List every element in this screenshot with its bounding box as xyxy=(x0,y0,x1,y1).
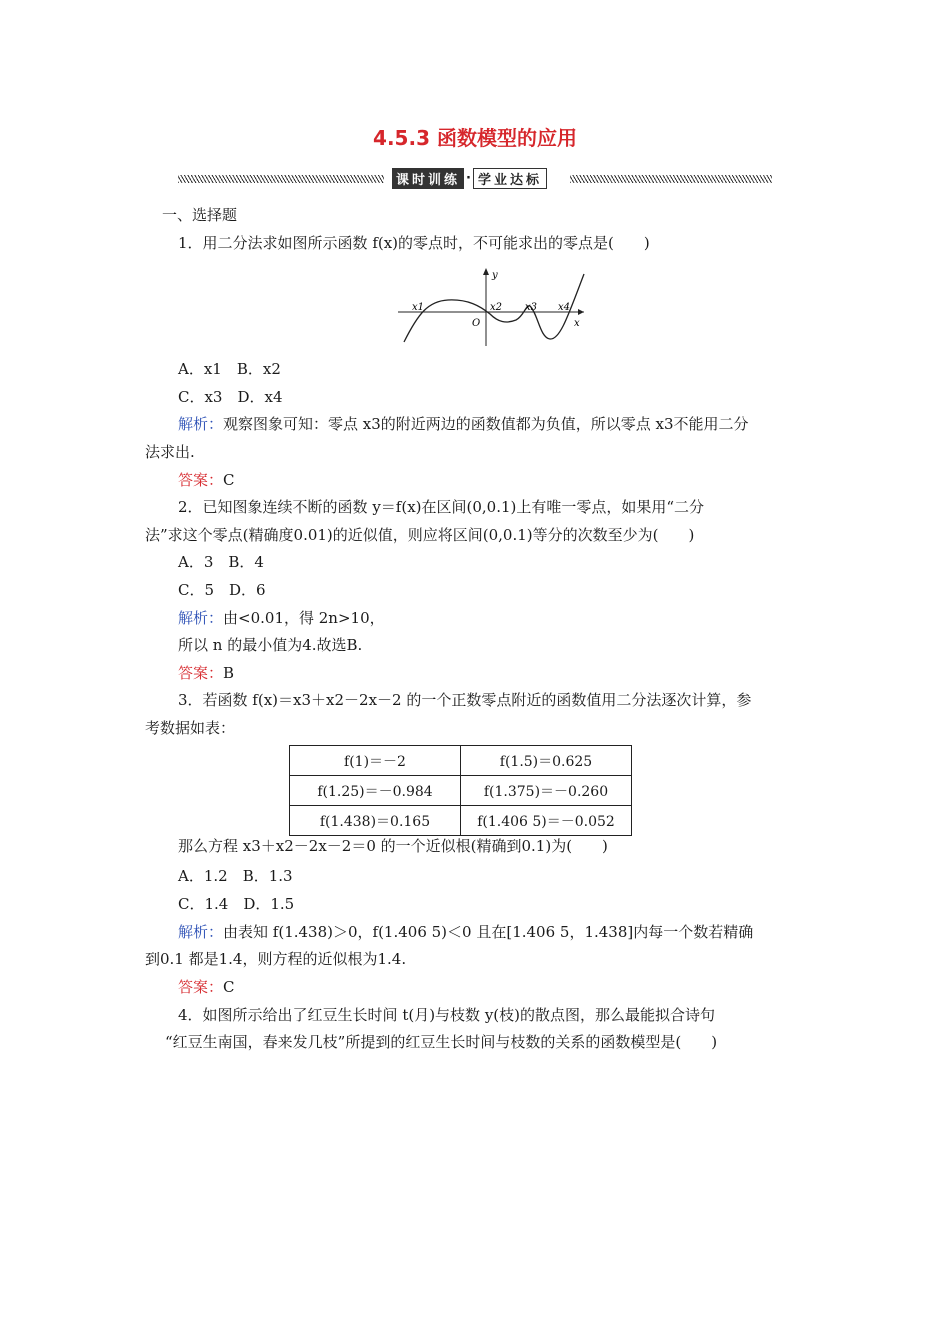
banner-hatch-right xyxy=(570,175,772,183)
q1-analysis-line-1 xyxy=(178,413,749,434)
q1-analysis-text-1: 观察图象可知：零点 x3的附近两边的函数值都为负值，所以零点 x3不能用二分 xyxy=(223,415,749,433)
q2-analysis-line-1 xyxy=(178,607,385,628)
page-title: 4.5.3 函数模型的应用 xyxy=(373,126,577,150)
graph-label-x1: x1 xyxy=(412,302,425,313)
q1-answer xyxy=(178,469,235,490)
graph-label-x4: x4 xyxy=(558,302,571,313)
q2-answer-label: 答案： xyxy=(178,664,224,682)
q3-analysis-label: 解析： xyxy=(178,923,224,941)
q3-stem-3: 那么方程 x3＋x2－2x－2＝0 的一个近似根(精确到0.1)为( ) xyxy=(178,837,608,855)
q1-analysis-line-2: 法求出. xyxy=(145,443,195,461)
q2-stem-2: 法”求这个零点(精确度0.01)的近似值，则应将区间(0,0.1)等分的次数至少为( ) xyxy=(145,526,695,544)
banner-badge xyxy=(392,168,547,188)
banner-label-practice: 课时训练 xyxy=(392,168,464,189)
q3-answer-label: 答案： xyxy=(178,978,224,996)
banner-dot: · xyxy=(466,170,471,186)
table-cell: f(1.375)＝－0.260 xyxy=(461,776,632,806)
q3-analysis-line-1 xyxy=(178,921,753,942)
graph-label-origin: O xyxy=(472,318,481,329)
q3-options-ab: A．1.2 B．1.3 xyxy=(178,867,293,885)
table-row xyxy=(290,776,632,806)
q3-reference-table xyxy=(289,745,632,836)
q2-options-cd: C．5 D．6 xyxy=(178,581,266,599)
q1-answer-value: C xyxy=(223,471,235,489)
q2-analysis-text-1: 由<0.01，得 2n>10， xyxy=(223,609,385,627)
q2-analysis-label: 解析： xyxy=(178,609,224,627)
q2-analysis-line-2: 所以 n 的最小值为4.故选B. xyxy=(178,636,363,654)
q1-options-ab: A．x1 B．x2 xyxy=(178,360,281,378)
q4-stem-2: “红豆生南国，春来发几枝”所提到的红豆生长时间与枝数的关系的函数模型是( ) xyxy=(165,1033,718,1051)
q3-analysis-text-1: 由表知 f(1.438)＞0，f(1.406 5)＜0 且在[1.406 5，1.438]内每一个数若精确 xyxy=(223,923,754,941)
banner-hatch-left xyxy=(178,175,384,183)
q3-stem-1: 3．若函数 f(x)＝x3＋x2－2x－2 的一个正数零点附近的函数值用二分法逐次计算，参 xyxy=(178,691,752,709)
section-heading: 一、选择题 xyxy=(162,206,238,224)
graph-label-x3: x3 xyxy=(525,302,538,313)
q3-analysis-line-2: 到0.1 都是1.4，则方程的近似根为1.4. xyxy=(145,950,407,968)
table-cell: f(1)＝－2 xyxy=(290,746,461,776)
q1-function-graph xyxy=(398,266,588,348)
q4-stem-1: 4．如图所示给出了红豆生长时间 t(月)与枝数 y(枝)的散点图，那么最能拟合诗句 xyxy=(178,1006,715,1024)
q3-options-cd: C．1.4 D．1.5 xyxy=(178,895,295,913)
table-cell: f(1.5)＝0.625 xyxy=(461,746,632,776)
q1-analysis-label: 解析： xyxy=(178,415,224,433)
table-cell: f(1.406 5)＝－0.052 xyxy=(461,806,632,836)
banner-label-standard: 学业达标 xyxy=(473,168,547,189)
q3-answer xyxy=(178,976,235,997)
section-banner xyxy=(178,168,772,190)
graph-label-y: y xyxy=(492,270,498,281)
graph-label-x-axis: x xyxy=(574,318,580,329)
q1-options-cd: C．x3 D．x4 xyxy=(178,388,283,406)
q2-answer-value: B xyxy=(223,664,235,682)
q1-stem: 1．用二分法求如图所示函数 f(x)的零点时，不可能求出的零点是( ) xyxy=(178,234,650,252)
graph-x-arrow xyxy=(578,309,584,315)
table-row xyxy=(290,746,632,776)
q2-stem-1: 2．已知图象连续不断的函数 y＝f(x)在区间(0,0.1)上有唯一零点，如果用“二分 xyxy=(178,498,705,516)
q2-options-ab: A．3 B．4 xyxy=(178,553,264,571)
table-cell: f(1.438)＝0.165 xyxy=(290,806,461,836)
table-row xyxy=(290,806,632,836)
q3-answer-value: C xyxy=(223,978,235,996)
q2-answer xyxy=(178,662,234,683)
q3-stem-2: 考数据如表： xyxy=(145,719,236,737)
graph-label-x2: x2 xyxy=(490,302,503,313)
table-cell: f(1.25)＝－0.984 xyxy=(290,776,461,806)
q1-answer-label: 答案： xyxy=(178,471,224,489)
graph-y-arrow xyxy=(483,268,489,275)
